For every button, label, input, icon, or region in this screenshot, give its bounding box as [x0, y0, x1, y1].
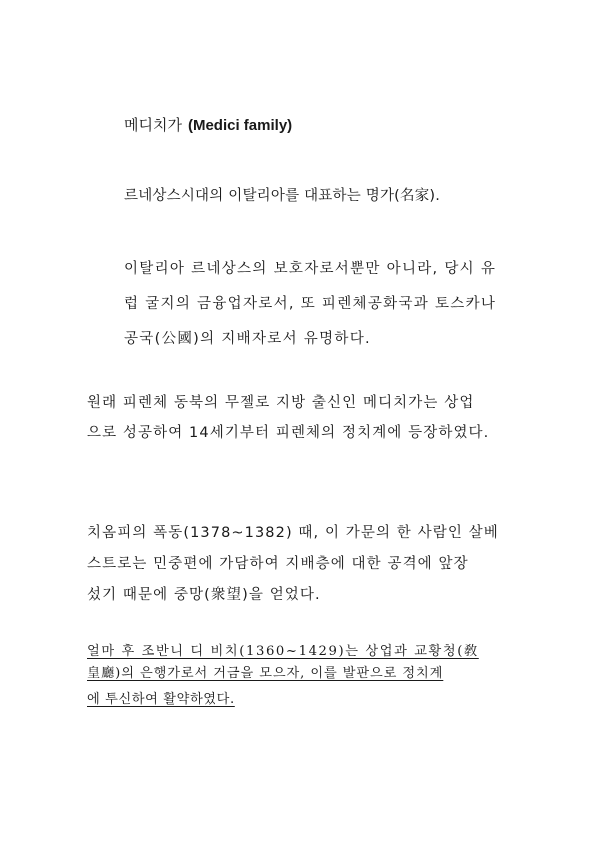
paragraph4-line3: 에 투신하여 활약하였다.	[87, 692, 235, 707]
title-korean: 메디치가	[124, 116, 182, 134]
tagline: 르네상스시대의 이탈리아를 대표하는 명가(名家).	[124, 188, 441, 204]
paragraph3-line1: 치옴피의 폭동(1378~1382) 때, 이 가문의 한 사람인 살베	[87, 525, 499, 541]
paragraph3-line2: 스트로는 민중편에 가담하여 지배층에 대한 공격에 앞장	[87, 556, 469, 572]
paragraph3-line3: 섰기 때문에 중망(衆望)을 얻었다.	[87, 587, 321, 603]
paragraph1-line3: 공국(公國)의 지배자로서 유명하다.	[124, 331, 371, 347]
paragraph4-line1: 얼마 후 조반니 디 비치(1360~1429)는 상업과 교황청(敎	[87, 644, 479, 659]
document-title	[124, 114, 292, 135]
paragraph1-line2: 럽 굴지의 금융업자로서, 또 피렌체공화국과 토스카나	[124, 296, 497, 312]
paragraph2-line2: 으로 성공하여 14세기부터 피렌체의 정치계에 등장하였다.	[87, 425, 490, 441]
paragraph2-line1: 원래 피렌체 동북의 무젤로 지방 출신인 메디치가는 상업	[87, 395, 475, 411]
paragraph1-line1: 이탈리아 르네상스의 보호자로서뿐만 아니라, 당시 유	[124, 261, 497, 277]
title-english: (Medici family)	[187, 117, 293, 134]
paragraph4-line2: 皇廳)의 은행가로서 거금을 모으자, 이를 발판으로 정치계	[87, 666, 444, 681]
